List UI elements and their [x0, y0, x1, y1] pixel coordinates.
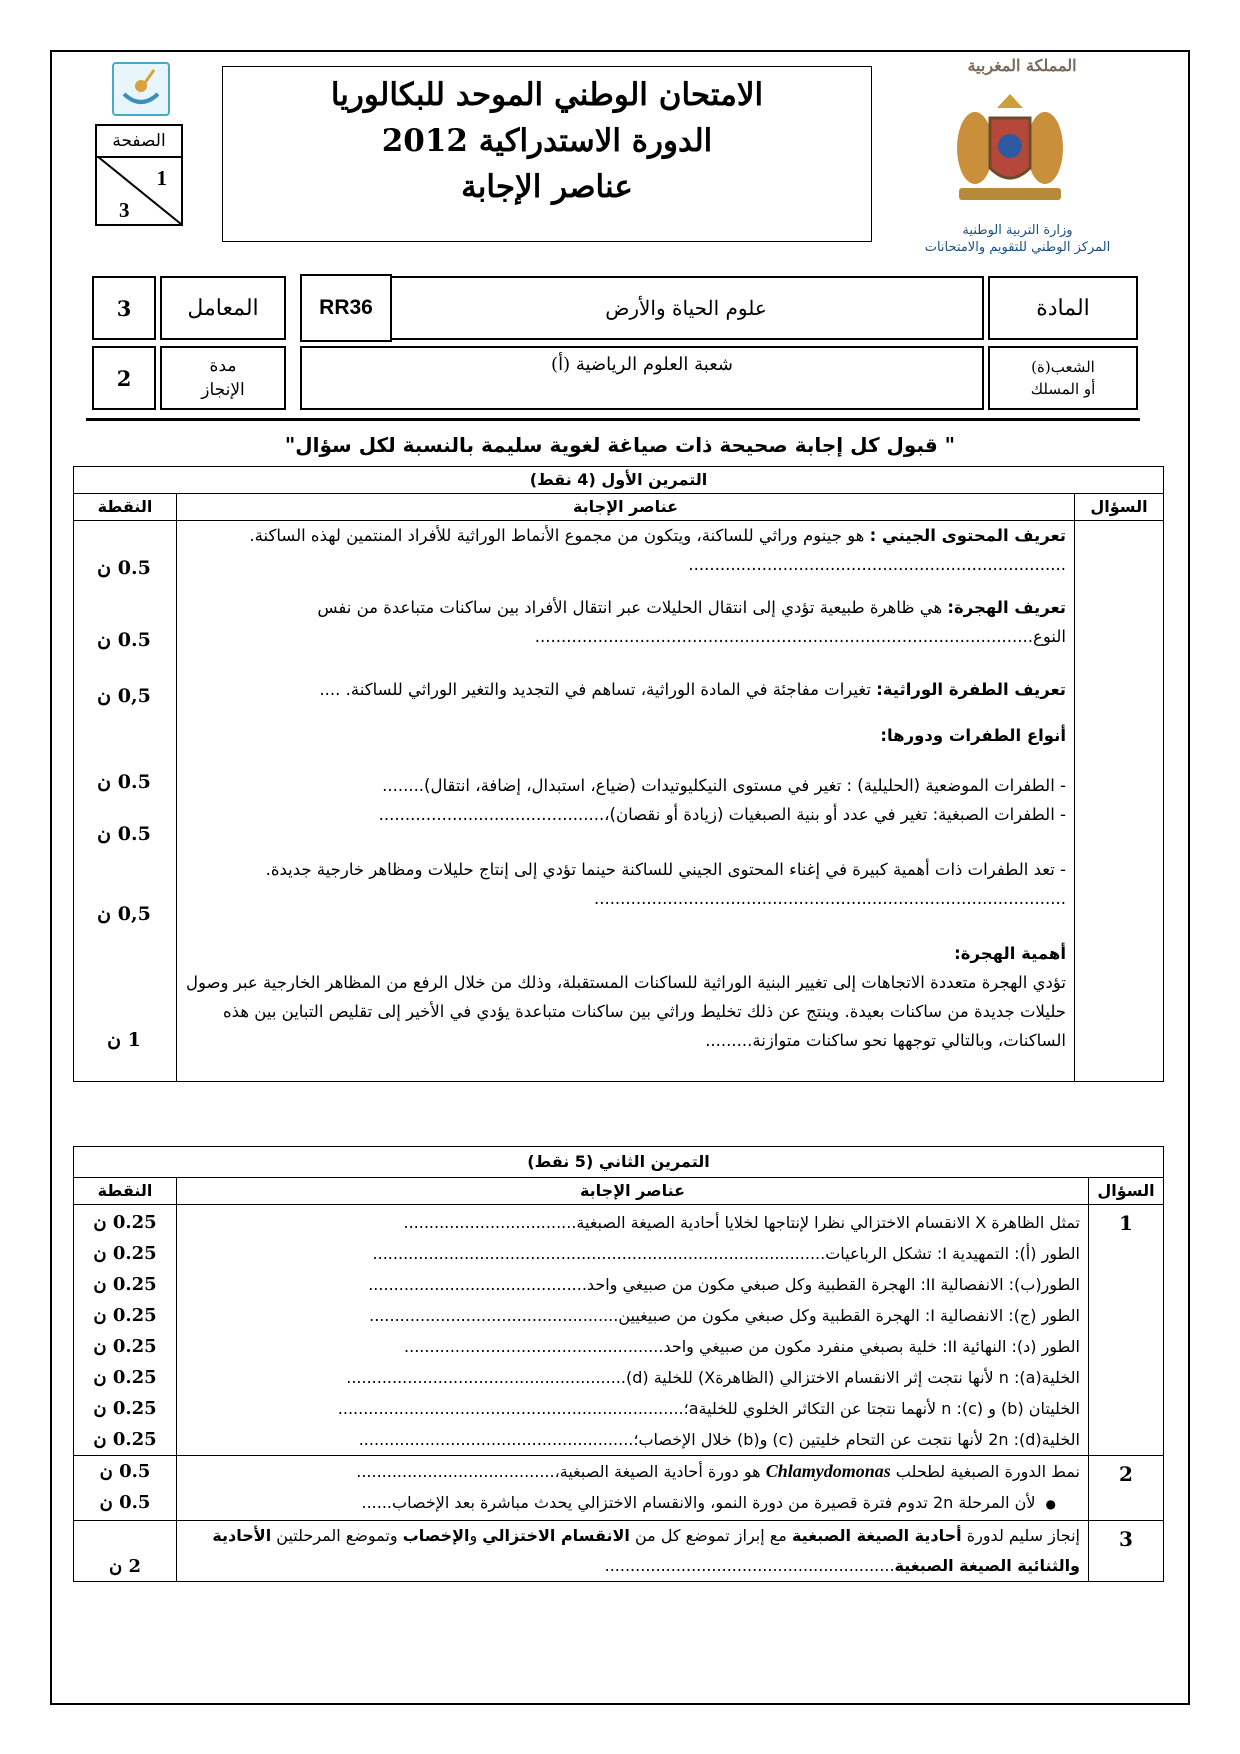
ministry-line2: المركز الوطني للتقويم والامتحانات [924, 240, 1111, 255]
q2-answer-line1: نمط الدورة الصبغية لطحلب Chlamydomonas هو دورة أحادية الصيغة الصبغية،....................................... [356, 1461, 1080, 1481]
score: 1 ن [107, 1029, 141, 1051]
branch-value: شعبة العلوم الرياضية (أ) [300, 346, 984, 410]
exercise2-q2-scores [74, 1456, 177, 1521]
branch-label-1: الشعب(ة) [1031, 358, 1095, 376]
score: 0.25 ن [93, 1243, 157, 1264]
q1-answer-line: الخلية(a): n لأنها نتجت إثر الانقسام الاختزالي (الظاهرةX) للخلية (d)....................................................... [346, 1368, 1080, 1387]
exercise2-col-question: السؤال [1089, 1178, 1164, 1205]
migration-importance-title: أهمية الهجرة: [954, 944, 1066, 963]
exercise1-table [73, 466, 1164, 1082]
score: 0.25 ن [93, 1429, 157, 1450]
score: 0,5 ن [97, 685, 151, 707]
def-mutation: تعريف الطفرة الوراثية: تغيرات مفاجئة في المادة الوراثية، تساهم في التجديد والتغير الوراثي للساكنة. .... [319, 680, 1066, 699]
mutation-type-chromosomal: - الطفرات الصبغية: تغير في عدد أو بنية الصبغيات (زيادة أو نقصان)،........................................... [378, 805, 1066, 824]
header-divider [86, 418, 1140, 421]
exercise1-question-cell [1075, 521, 1164, 1082]
subject-value: علوم الحياة والأرض [390, 276, 984, 340]
q2-answer-line2: ●لأن المرحلة 2n تدوم فترة قصيرة من دورة النمو، والانقسام الاختزالي يحدث مباشرة بعد الإخصاب...... [361, 1493, 1056, 1512]
exam-center-logo [112, 62, 170, 116]
exercise2-title: التمرين الثاني (5 نقط) [74, 1147, 1164, 1178]
q1-answer-line: الطور (ج): الانفصالية I: الهجرة القطبية وكل صبغي مكون من صبيغيين................................................. [369, 1306, 1080, 1325]
exercise2-q3: 3 [1089, 1521, 1164, 1582]
exam-title-line3: عناصر الإجابة [461, 169, 633, 205]
exercise2-q3-score: 2 ن [74, 1521, 177, 1582]
score: 0.25 ن [93, 1212, 157, 1233]
exercise2-col-score: النقطة [74, 1178, 177, 1205]
mutation-types-title: أنواع الطفرات ودورها: [880, 726, 1066, 745]
q1-answer-line: الطور(ب): الانفصالية II: الهجرة القطبية وكل صبغي مكون من صبيغي واحد........................................... [368, 1275, 1080, 1294]
score: 0.25 ن [93, 1367, 157, 1388]
exam-title-line2: الدورة الاستدراكية 2012 [381, 123, 713, 159]
coef-label: المعامل [160, 276, 286, 340]
score: 0.5 ن [97, 823, 151, 845]
def-migration: تعريف الهجرة: هي ظاهرة طبيعية تؤدي إلى انتقال الحليلات عبر انتقال الأفراد بين ساكنات متباعدة من نفس النوع............................................................................................... [317, 598, 1066, 646]
mutation-importance: - تعد الطفرات ذات أهمية كبيرة في إغناء المحتوى الجيني للساكنة حينما تؤدي إلى إنتاج حليلات ومظاهر خارجية جديدة. .......................................................................................... [265, 860, 1066, 908]
bullet-icon: ● [1045, 1497, 1056, 1511]
q1-answer-line: تمثل الظاهرة X الانقسام الاختزالي نظرا لإنتاجها لخلايا أحادية الصيغة الصبغية.................................. [403, 1213, 1080, 1232]
score: 0.5 ن [97, 771, 151, 793]
score: 0,5 ن [97, 903, 151, 925]
exercise2-table [73, 1146, 1164, 1582]
branch-label-2: أو المسلك [1030, 380, 1096, 398]
exercise2-q1-scores [74, 1205, 177, 1456]
q1-answer-line: الطور (د): النهائية II: خلية بصبغي منفرد مكون من صبيغي واحد................................................... [404, 1337, 1080, 1356]
exercise2-col-answer: عناصر الإجابة [177, 1178, 1089, 1205]
score: 0.5 ن [97, 557, 151, 579]
exam-title-line1: الامتحان الوطني الموحد للبكالوريا [330, 77, 764, 113]
exercise1-col-answer: عناصر الإجابة [177, 494, 1075, 521]
branch-label [988, 346, 1138, 410]
ministry-line1: وزارة التربية الوطنية [962, 223, 1073, 238]
score: 0.25 ن [93, 1305, 157, 1326]
exam-title-box [222, 66, 872, 242]
exercise2-q2: 2 [1089, 1456, 1164, 1521]
migration-importance-text: تؤدي الهجرة متعددة الاتجاهات إلى تغيير البنية الوراثية للساكنات المستقبلة، وذلك من خلال الرفع من المظاهر الخارجية عبر وصول حليلات جديدة من ساكنات بعيدة. وينتج عن ذلك تخليط وراثي بين ساكنات متباعدة يؤدي في الأخير إلى تقليص التباين بين هذه الساكنات، وبالتالي توجهها نحو ساكنات متوازنة......... [186, 973, 1066, 1050]
page-total: 3 [119, 198, 130, 222]
kingdom-label: المملكة المغربية [967, 56, 1077, 75]
coat-of-arms-icon [945, 88, 1075, 208]
exercise1-answer-cell [177, 521, 1075, 1082]
exercise1-col-question: السؤال [1075, 494, 1164, 521]
score: 0.25 ن [93, 1398, 157, 1419]
q1-answer-line: الخلية(d): 2n لأنها نتجت عن التحام خليتين (c) و(b) خلال الإخصاب؛...................................................... [358, 1430, 1080, 1449]
subject-label: المادة [988, 276, 1138, 340]
ministry-label [895, 222, 1140, 256]
score: 0.5 ن [99, 1492, 151, 1513]
duration-value: 2 [92, 346, 156, 410]
score: 0.25 ن [93, 1336, 157, 1357]
exercise2-q1-answer [177, 1205, 1089, 1456]
exercise1-title: التمرين الأول (4 نقط) [74, 467, 1164, 494]
def-genetic-content: تعريف المحتوى الجيني : هو جينوم وراثي للساكنة، ويتكون من مجموع الأنماط الوراثية للأفراد المنتمين لهذه الساكنة. ........................................................................ [249, 526, 1066, 574]
score: 0.25 ن [93, 1274, 157, 1295]
exercise2-q2-answer [177, 1456, 1089, 1521]
subject-code: RR36 [300, 274, 392, 342]
score: 0.5 ن [99, 1461, 151, 1482]
q1-answer-line: الطور (أ): التمهيدية I: تشكل الرباعيات......................................................................................... [372, 1244, 1080, 1263]
duration-label [160, 346, 286, 410]
general-note: " قبول كل إجابة صحيحة ذات صياغة لغوية سليمة بالنسبة لكل سؤال" [284, 433, 956, 457]
exercise2-q1: 1 [1089, 1205, 1164, 1456]
duration-label-1: مدة [209, 356, 237, 376]
score: 0.5 ن [97, 629, 151, 651]
coef-value: 3 [92, 276, 156, 340]
exercise1-score-cell [74, 521, 177, 1082]
duration-label-2: الإنجاز [201, 380, 245, 400]
page-divider-icon [97, 156, 181, 224]
page-current: 1 [156, 166, 167, 190]
page-number-box [95, 124, 183, 226]
exercise2-q3-answer: إنجاز سليم لدورة أحادية الصيغة الصبغية مع إبراز تموضع كل من الانقسام الاختزالي والإخصاب وتموضع المرحلتين الأحادية والثنائية الصيغة الصبغية......................................................... [177, 1521, 1089, 1582]
exercise1-col-score: النقطة [74, 494, 177, 521]
page-label: الصفحة [97, 126, 181, 158]
mutation-type-point: - الطفرات الموضعية (الحليلية) : تغير في مستوى النيكليوتيدات (ضياع، استبدال، إضافة، انتقال)........ [382, 776, 1066, 795]
q1-answer-line: الخليتان (b) و (c): n لأنهما نتجتا عن التكاثر الخلوي للخليةa؛.................................................................... [337, 1399, 1080, 1418]
